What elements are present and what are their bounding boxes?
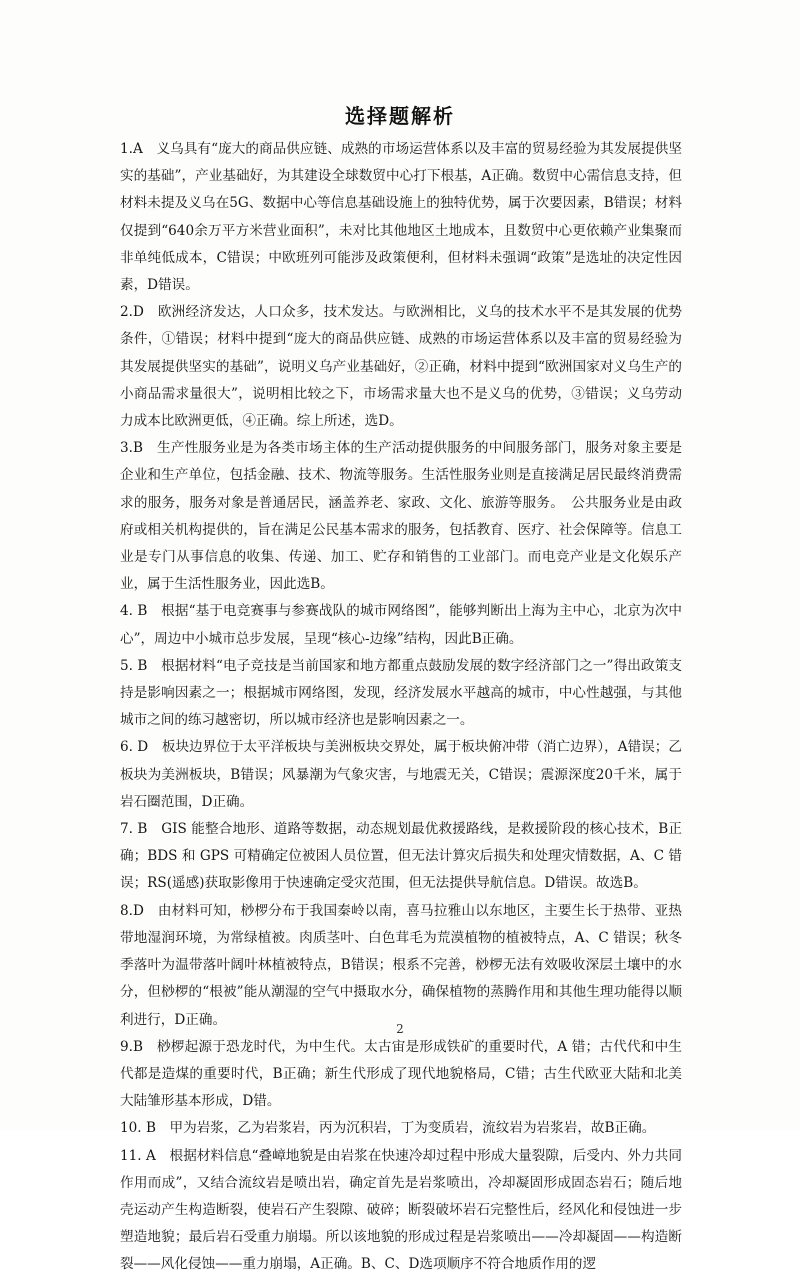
answer-item-6: 6. D 板块边界位于太平洋板块与美洲板块交界处，属于板块俯冲带（消亡边界），A错误；乙板块为美洲板块，B错误；风暴潮为气象灾害，与地震无关，C错误；震源深度20千米，属于岩石圈范围，D正确。: [120, 739, 682, 810]
answer-item-5: 5. B 根据材料“电子竞技是当前国家和地方都重点鼓励发展的数字经济部门之一”得出政策支持是影响因素之一；根据城市网络图，发现，经济发展水平越高的城市，中心性越强，与其他城市之间的练习越密切，所以城市经济也是影响因素之一。: [120, 657, 682, 729]
page-number: 2: [396, 1022, 404, 1036]
answer-item-10: 10. B 甲为岩浆，乙为岩浆岩，丙为沉积岩，丁为变质岩，流纹岩为岩浆岩，故B正确。: [120, 1120, 656, 1137]
answer-item-9: 9.B 桫椤起源于恐龙时代，为中生代。太古宙是形成铁矿的重要时代，A 错；古代代和中生代都是造煤的重要时代，B正确；新生代形成了现代地貌格局，C错；古生代欧亚大陆和北美大陆雏形基本形成，D错。: [120, 1038, 682, 1110]
answer-item-2: 2.D 欧洲经济发达，人口众多，技术发达。与欧洲相比，义乌的技术水平不是其发展的优势条件，①错误；材料中提到“庞大的商品供应链、成熟的市场运营体系以及丰富的贸易经验为其发展提供坚实的基础”，说明义乌产业基础好，②正确，材料中提到“欧洲国家对义乌生产的小商品需求量很大”，说明相比较之下，市场需求量大也不是义乌的优势，③错误；义乌劳动力成本比欧洲更低，④正确。综上所述，选D。: [120, 304, 682, 430]
answer-list: [120, 136, 682, 1279]
answer-item-11: 11. A 根据材料信息“叠嶂地貌是由岩浆在快速冷却过程中形成大量裂隙，后受内、外力共同作用而成”，又结合流纹岩是喷出岩，确定首先是岩浆喷出，冷却凝固形成固态岩石；随后地壳运动产生构造断裂，使岩石产生裂隙、破碎；断裂破坏岩石完整性后，经风化和侵蚀进一步塑造地貌；最后岩石受重力崩塌。所以该地貌的形成过程是岩浆喷出——冷却凝固——构造断裂——风化侵蚀——重力崩塌，A正确。B、C、D选项顺序不符合地质作用的逻: [120, 1147, 682, 1273]
answer-item-7: 7. B GIS 能整合地形、道路等数据，动态规划最优救援路线，是救援阶段的核心技术，B正确；BDS 和 GPS 可精确定位被困人员位置，但无法计算灾后损失和处理灾情数据，A、C 错误；RS(遥感)获取影像用于快速确定受灾范围，但无法提供导航信息。D错误。故选B。: [120, 821, 682, 892]
answer-item-3: 3.B 生产性服务业是为各类市场主体的生产活动提供服务的中间服务部门，服务对象主要是企业和生产单位，包括金融、技术、物流等服务。生活性服务业则是直接满足居民最终消费需求的服务，服务对象是普通居民，涵盖养老、家政、文化、旅游等服务。 公共服务业是由政府或相关机构提供的，旨在满足公民基本需求的服务，包括教育、医疗、社会保障等。信息工业是专门从事信息的收集、传递、加工、贮存和销售的工业部门。而电竞产业是文化娱乐产业，属于生活性服务业，因此选B。: [120, 440, 682, 593]
answer-item-1: 1.A 义乌具有“庞大的商品供应链、成熟的市场运营体系以及丰富的贸易经验为其发展提供坚实的基础”，产业基础好，为其建设全球数贸中心打下根基，A正确。数贸中心需信息支持，但材料未提及义乌在5G、数据中心等信息基础设施上的独特优势，属于次要因素，B错误；材料仅提到“640余万平方米营业面积”，未对比其他地区土地成本，且数贸中心更依赖产业集聚而非单纯低成本，C错误；中欧班列可能涉及政策便利，但材料未强调“政策”是选址的决定性因素，D错误。: [120, 141, 682, 294]
answer-item-8: 8.D 由材料可知，桫椤分布于我国秦岭以南，喜马拉雅山以东地区，主要生长于热带、亚热带地湿润环境，为常绿植被。肉质茎叶、白色茸毛为荒漠植物的植被特点，A、C 错误；秋冬季落叶为温带落叶阔叶林植被特点，B错误；根系不完善，桫椤无法有效吸收深层土壤中的水分，但桫椤的“根被”能从潮湿的空气中摄取水分，确保植物的蒸腾作用和其他生理功能得以顺利进行，D正确。: [120, 902, 682, 1028]
answer-item-4: 4. B 根据“基于电竞赛事与参赛战队的城市网络图”，能够判断出上海为主中心，北京为次中心”，周边中小城市总步发展，呈现“核心-边缘”结构，因此B正确。: [120, 603, 682, 647]
page-title: 选择题解析: [345, 104, 455, 128]
